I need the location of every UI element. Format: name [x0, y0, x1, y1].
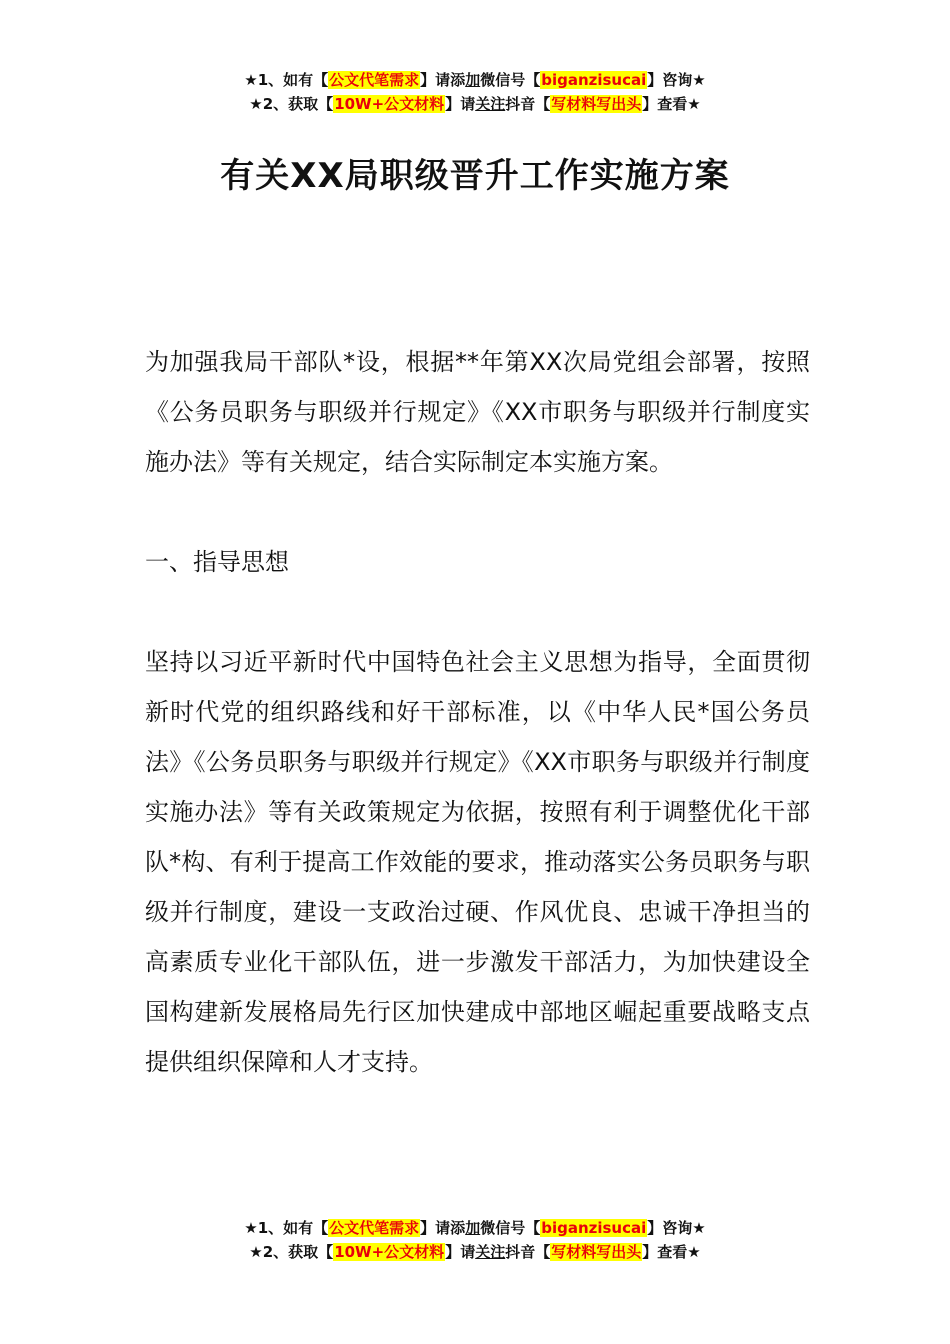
wechat-id-highlight: biganzisucai — [541, 71, 647, 89]
promo-underline: 关注 — [475, 1243, 506, 1261]
promo-underline: 关注 — [475, 95, 506, 113]
promo-line-2 — [0, 92, 950, 116]
promo-text: 】查看★ — [642, 1243, 701, 1261]
douyin-id-highlight: 写材料写出头 — [551, 1243, 642, 1261]
promo-text: 】请 — [445, 1243, 476, 1261]
promo-text: 】请 — [445, 95, 476, 113]
section-heading: 一、指导思想 — [145, 548, 289, 576]
document-title: 有关XX局职级晋升工作实施方案 — [220, 156, 730, 196]
promo-text: ★1、如有【 — [244, 71, 329, 89]
promo-text: 】请添 — [420, 1219, 466, 1237]
promo-text: 】咨询★ — [647, 71, 706, 89]
promo-text: ★2、获取【 — [249, 1243, 334, 1261]
promo-text: 】请添 — [420, 71, 466, 89]
promo-text: ★1、如有【 — [244, 1219, 329, 1237]
promo-highlight: 10W+公文材料 — [334, 95, 445, 113]
promo-text: 抖音【 — [505, 1243, 551, 1261]
promo-text: 微信号【 — [480, 71, 541, 89]
promo-underline: 加 — [465, 1219, 481, 1237]
promo-line-1 — [0, 68, 950, 92]
promo-line-2 — [0, 1240, 950, 1264]
promo-line-1 — [0, 1216, 950, 1240]
promo-text: 微信号【 — [480, 1219, 541, 1237]
promo-text: 抖音【 — [505, 95, 551, 113]
promo-banner-top — [0, 68, 950, 116]
promo-highlight: 10W+公文材料 — [334, 1243, 445, 1261]
promo-text: ★2、获取【 — [249, 95, 334, 113]
douyin-id-highlight: 写材料写出头 — [551, 95, 642, 113]
section-paragraph: 坚持以习近平新时代中国特色社会主义思想为指导，全面贯彻新时代党的组织路线和好干部标准，以《中华人民*国公务员法》《公务员职务与职级并行规定》《XX市职务与职级并行制度实施办法》等有关政策规定为依据，按照有利于调整优化干部队*构、有利于提高工作效能的要求，推动落实公务员职务与职级并行制度，建设一支政治过硬、作风优良、忠诚干净担当的高素质专业化干部队伍，进一步激发干部活力，为加快建设全国构建新发展格局先行区加快建成中部地区崛起重要战略支点提供组织保障和人才支持。 — [145, 648, 810, 1076]
promo-banner-bottom — [0, 1216, 950, 1264]
wechat-id-highlight: biganzisucai — [541, 1219, 647, 1237]
promo-text: 】查看★ — [642, 95, 701, 113]
intro-paragraph: 为加强我局干部队*设，根据**年第XX次局党组会部署，按照《公务员职务与职级并行规定》《XX市职务与职级并行制度实施办法》等有关规定，结合实际制定本实施方案。 — [145, 348, 810, 476]
promo-highlight: 公文代笔需求 — [329, 71, 420, 89]
promo-underline: 加 — [465, 71, 481, 89]
promo-highlight: 公文代笔需求 — [329, 1219, 420, 1237]
promo-text: 】咨询★ — [647, 1219, 706, 1237]
